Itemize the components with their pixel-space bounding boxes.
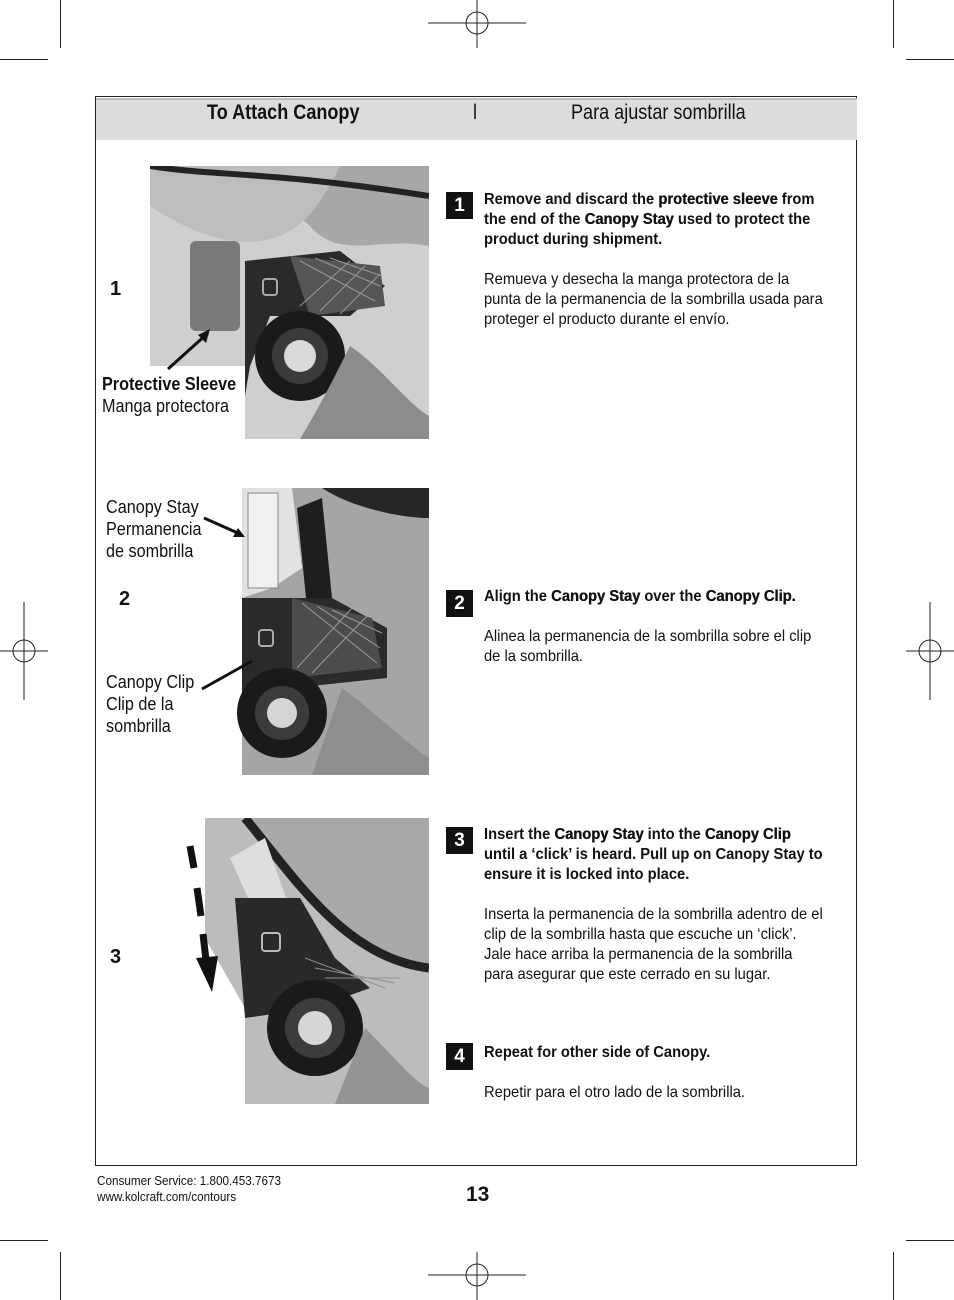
step-1-english: Remove and discard the protective sleeve from the end of the Canopy Stay used to protect the product during shipment.: [484, 191, 815, 248]
crop-mark: [893, 0, 894, 48]
registration-mark-bottom: [428, 1252, 526, 1300]
figure-2-number: 2: [119, 588, 131, 610]
arrow-icon: [160, 325, 220, 375]
step-2-english: Align the Canopy Stay over the Canopy Clip.: [484, 588, 796, 605]
step-4-badge: 4: [446, 1043, 473, 1070]
registration-mark-left: [0, 602, 50, 700]
figure-3-number: 3: [110, 946, 122, 968]
registration-mark-top: [428, 0, 526, 50]
label-canopy-stay: Canopy Stay Permanencia de sombrilla: [106, 497, 202, 561]
label-protective-sleeve: Protective Sleeve Manga protectora: [102, 374, 237, 416]
step-2-badge: 2: [446, 590, 473, 617]
page-title-en: To Attach Canopy: [207, 101, 360, 124]
figure-1-number: 1: [110, 278, 122, 300]
step-2-spanish: Alinea la permanencia de la sombrilla sobre el clip de la sombrilla.: [484, 628, 812, 665]
consumer-service: Consumer Service: 1.800.453.7673: [97, 1173, 282, 1188]
crop-mark: [906, 59, 954, 60]
arrow-down-icon: [182, 840, 222, 995]
figure-3-photo: [205, 818, 429, 1104]
step-1-spanish: Remueva y desecha la manga protectora de la punta de la permanencia de la sombrilla usada para proteger el producto durante el envío.: [484, 271, 823, 328]
crop-mark: [60, 0, 61, 48]
label-canopy-clip: Canopy Clip Clip de la sombrilla: [106, 672, 195, 736]
crop-mark: [0, 1240, 48, 1241]
crop-mark: [60, 1252, 61, 1300]
registration-mark-right: [904, 602, 954, 700]
step-3-spanish: Inserta la permanencia de la sombrilla adentro de el clip de la sombrilla hasta que escuche un ‘click’. Jale hace arriba la permanencia de la sombrilla para asegurar que este cerrado en su lugar.: [484, 906, 823, 983]
crop-mark: [893, 1252, 894, 1300]
step-4-text: [484, 1043, 824, 1103]
arrow-icon: [200, 512, 250, 542]
step-1-badge: 1: [446, 192, 473, 219]
page-title-es: Para ajustar sombrilla: [571, 101, 746, 124]
step-4-english: Repeat for other side of Canopy.: [484, 1044, 711, 1061]
crop-mark: [906, 1240, 954, 1241]
website-url: www.kolcraft.com/contours: [97, 1189, 237, 1204]
step-1-text: [484, 190, 824, 330]
arrow-icon: [198, 655, 260, 695]
title-separator: l: [473, 101, 478, 124]
step-2-text: [484, 587, 824, 667]
crop-mark: [0, 59, 48, 60]
step-3-badge: 3: [446, 827, 473, 854]
step-4-spanish: Repetir para el otro lado de la sombrilla.: [484, 1084, 746, 1101]
step-3-english: Insert the Canopy Stay into the Canopy Clip until a ‘click’ is heard. Pull up on Canopy Stay to ensure it is locked into place.: [484, 826, 823, 883]
step-3-text: [484, 825, 824, 985]
page-number: 13: [466, 1183, 490, 1206]
